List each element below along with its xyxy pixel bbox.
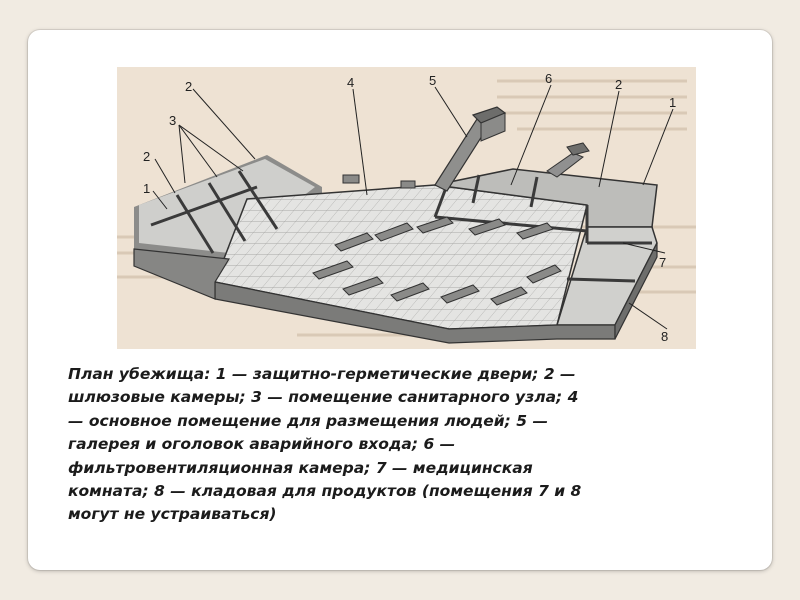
callout-7: 7	[659, 255, 667, 270]
callout-2-right: 2	[615, 77, 623, 92]
slide	[28, 30, 772, 570]
callout-2-top: 2	[185, 79, 193, 94]
callout-3: 3	[169, 113, 177, 128]
shelter-walls	[134, 155, 657, 343]
figure-caption: План убежища: 1 — защитно-герметические двери; 2 — шлюзовые камеры; 3 — помещение санитарного узла; 4 — основное помещение для размещения людей; 5 — галерея и оголовок аварийного входа; 6 — фильтровентиляционная камера; 7 — медицинская комната; 8 — кладовая для продуктов (помещения 7 и 8 могут не устраиваться)	[68, 365, 582, 524]
shelter-plan-drawing	[117, 67, 696, 349]
callout-1-right: 1	[669, 95, 677, 110]
callout-6: 6	[545, 71, 553, 86]
shelter-plan-figure	[117, 67, 696, 349]
callout-4: 4	[347, 75, 355, 90]
air-intake-shaft	[547, 143, 589, 177]
callout-1-left: 1	[143, 181, 151, 196]
callout-5: 5	[429, 73, 437, 88]
callout-8: 8	[661, 329, 669, 344]
callout-2-left: 2	[143, 149, 151, 164]
